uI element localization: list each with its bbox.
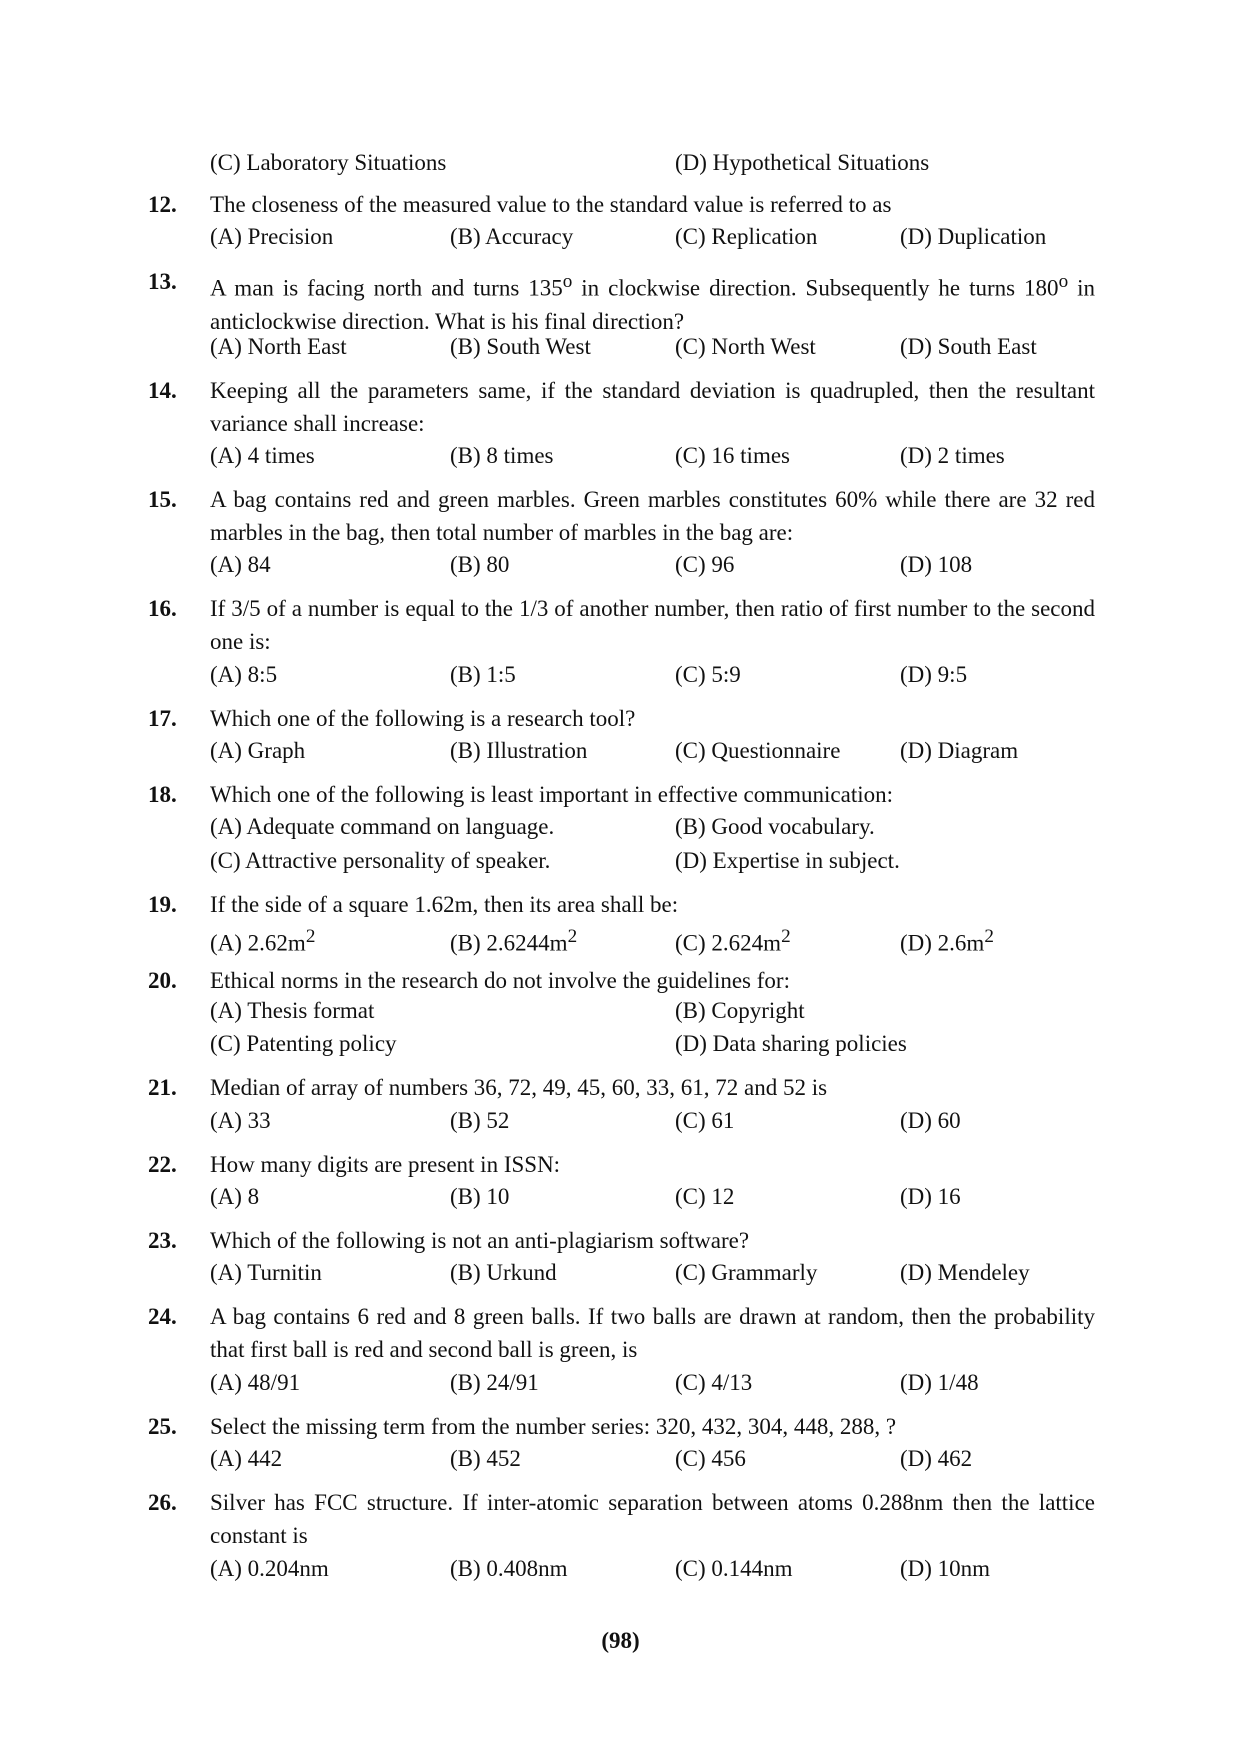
question-number: 22. — [148, 1152, 177, 1177]
question-text: Which one of the following is least important in effective communication: — [210, 782, 894, 807]
question-number: 20. — [148, 968, 177, 993]
question-text-part: in clockwise direction. Subsequently he turns 180 — [572, 275, 1059, 301]
option-c: (C) Replication — [675, 224, 818, 249]
question-text: Which one of the following is a research tool? — [210, 706, 636, 731]
option-c: (C) North West — [675, 334, 816, 359]
question-text — [210, 265, 1095, 338]
option-d: (D) Diagram — [900, 738, 1019, 763]
question-number: 16. — [148, 596, 177, 621]
squared-superscript: 2 — [567, 926, 578, 947]
option-d: (D) Data sharing policies — [675, 1031, 907, 1056]
squared-superscript: 2 — [305, 926, 316, 947]
question-number: 14. — [148, 378, 177, 403]
question-number: 21. — [148, 1075, 177, 1100]
question-text: If the side of a square 1.62m, then its area shall be: — [210, 892, 679, 917]
option-text: (D) 2.6m — [900, 930, 985, 956]
option-d — [900, 922, 994, 959]
option-c: (C) 96 — [675, 552, 735, 577]
option-b: (B) 452 — [450, 1446, 521, 1471]
option-c: (C) Patenting policy — [210, 1031, 397, 1056]
question-number: 26. — [148, 1490, 177, 1515]
option-a: (A) 8:5 — [210, 662, 278, 687]
option-b: (B) 1:5 — [450, 662, 516, 687]
option-d: (D) 16 — [900, 1184, 961, 1209]
option-b: (B) Copyright — [675, 998, 805, 1023]
question-text: The closeness of the measured value to the standard value is referred to as — [210, 192, 892, 217]
option-b — [450, 922, 577, 959]
option-b: (B) Accuracy — [450, 224, 574, 249]
degree-superscript: o — [1058, 271, 1069, 292]
option-a: (A) Adequate command on language. — [210, 814, 555, 839]
option-c: (C) Grammarly — [675, 1260, 818, 1285]
question-number: 13. — [148, 269, 177, 294]
question-text-part: A man is facing north and turns 135 — [210, 275, 563, 301]
question-number: 17. — [148, 706, 177, 731]
option-b: (B) 10 — [450, 1184, 510, 1209]
option-b: (B) 8 times — [450, 443, 554, 468]
option-text: (C) 2.624m — [675, 930, 782, 956]
option-a: (A) North East — [210, 334, 347, 359]
option-b: (B) Urkund — [450, 1260, 557, 1285]
option-b: (B) 0.408nm — [450, 1556, 568, 1581]
option-b: (B) Illustration — [450, 738, 588, 763]
question-number: 25. — [148, 1414, 177, 1439]
squared-superscript: 2 — [984, 926, 994, 947]
page-number: (98) — [601, 1628, 640, 1653]
question-text: A bag contains 6 red and 8 green balls. If two balls are drawn at random, then the probability that first ball is red and second ball is green, is — [210, 1304, 1095, 1362]
option-d: (D) Expertise in subject. — [675, 848, 900, 873]
option-d: (D) 462 — [900, 1446, 973, 1471]
question-number: 19. — [148, 892, 177, 917]
option-c: (C) Laboratory Situations — [210, 150, 447, 175]
question-number: 24. — [148, 1304, 177, 1329]
question-number: 12. — [148, 192, 177, 217]
option-a: (A) 33 — [210, 1108, 271, 1133]
option-a: (A) 8 — [210, 1184, 260, 1209]
question-text: A bag contains red and green marbles. Green marbles constitutes 60% while there are 32 red marbles in the bag, then total number of marbles in the bag are: — [210, 487, 1095, 545]
option-b: (B) 80 — [450, 552, 510, 577]
option-d: (D) Mendeley — [900, 1260, 1030, 1285]
question-text: How many digits are present in ISSN: — [210, 1152, 561, 1177]
option-b: (B) South West — [450, 334, 591, 359]
option-b: (B) 52 — [450, 1108, 510, 1133]
question-text: Silver has FCC structure. If inter-atomic separation between atoms 0.288nm then the lattice constant is — [210, 1490, 1095, 1548]
option-d: (D) South East — [900, 334, 1037, 359]
option-b: (B) 24/91 — [450, 1370, 539, 1395]
option-a: (A) Graph — [210, 738, 306, 763]
option-d: (D) 1/48 — [900, 1370, 979, 1395]
option-text: (A) 2.62m — [210, 930, 306, 956]
option-d: (D) 60 — [900, 1108, 961, 1133]
option-text: (B) 2.6244m — [450, 930, 568, 956]
option-a: (A) 442 — [210, 1446, 283, 1471]
option-c: (C) 12 — [675, 1184, 735, 1209]
question-number: 15. — [148, 487, 177, 512]
question-number: 18. — [148, 782, 177, 807]
option-d: (D) Duplication — [900, 224, 1047, 249]
question-text: Median of array of numbers 36, 72, 49, 45, 60, 33, 61, 72 and 52 is — [210, 1075, 828, 1100]
option-a: (A) 4 times — [210, 443, 315, 468]
squared-superscript: 2 — [781, 926, 791, 947]
option-d: (D) 9:5 — [900, 662, 968, 687]
option-a: (A) 48/91 — [210, 1370, 301, 1395]
option-a: (A) Turnitin — [210, 1260, 322, 1285]
option-c: (C) 5:9 — [675, 662, 741, 687]
option-a: (A) 84 — [210, 552, 271, 577]
option-d: (D) Hypothetical Situations — [675, 150, 930, 175]
option-a: (A) 0.204nm — [210, 1556, 329, 1581]
option-a — [210, 922, 315, 959]
option-c: (C) Attractive personality of speaker. — [210, 848, 551, 873]
option-a: (A) Precision — [210, 224, 334, 249]
question-number: 23. — [148, 1228, 177, 1253]
option-c: (C) 0.144nm — [675, 1556, 793, 1581]
question-text: Keeping all the parameters same, if the standard deviation is quadrupled, then the resultant variance shall increase: — [210, 378, 1095, 436]
question-text: Which of the following is not an anti-plagiarism software? — [210, 1228, 750, 1253]
option-c: (C) 16 times — [675, 443, 790, 468]
option-c: (C) 456 — [675, 1446, 746, 1471]
option-c: (C) 4/13 — [675, 1370, 753, 1395]
option-b: (B) Good vocabulary. — [675, 814, 875, 839]
degree-superscript: o — [562, 271, 573, 292]
option-c — [675, 922, 791, 959]
option-a: (A) Thesis format — [210, 998, 375, 1023]
question-text: Ethical norms in the research do not involve the guidelines for: — [210, 968, 790, 993]
question-text-part: in anticlockwise direction. What is his final direction? — [210, 275, 1095, 334]
option-d: (D) 2 times — [900, 443, 1005, 468]
option-d: (D) 10nm — [900, 1556, 991, 1581]
question-text: If 3/5 of a number is equal to the 1/3 of another number, then ratio of first number to the second one is: — [210, 596, 1095, 654]
option-d: (D) 108 — [900, 552, 973, 577]
option-c: (C) 61 — [675, 1108, 735, 1133]
question-text: Select the missing term from the number series: 320, 432, 304, 448, 288, ? — [210, 1414, 897, 1439]
option-c: (C) Questionnaire — [675, 738, 841, 763]
